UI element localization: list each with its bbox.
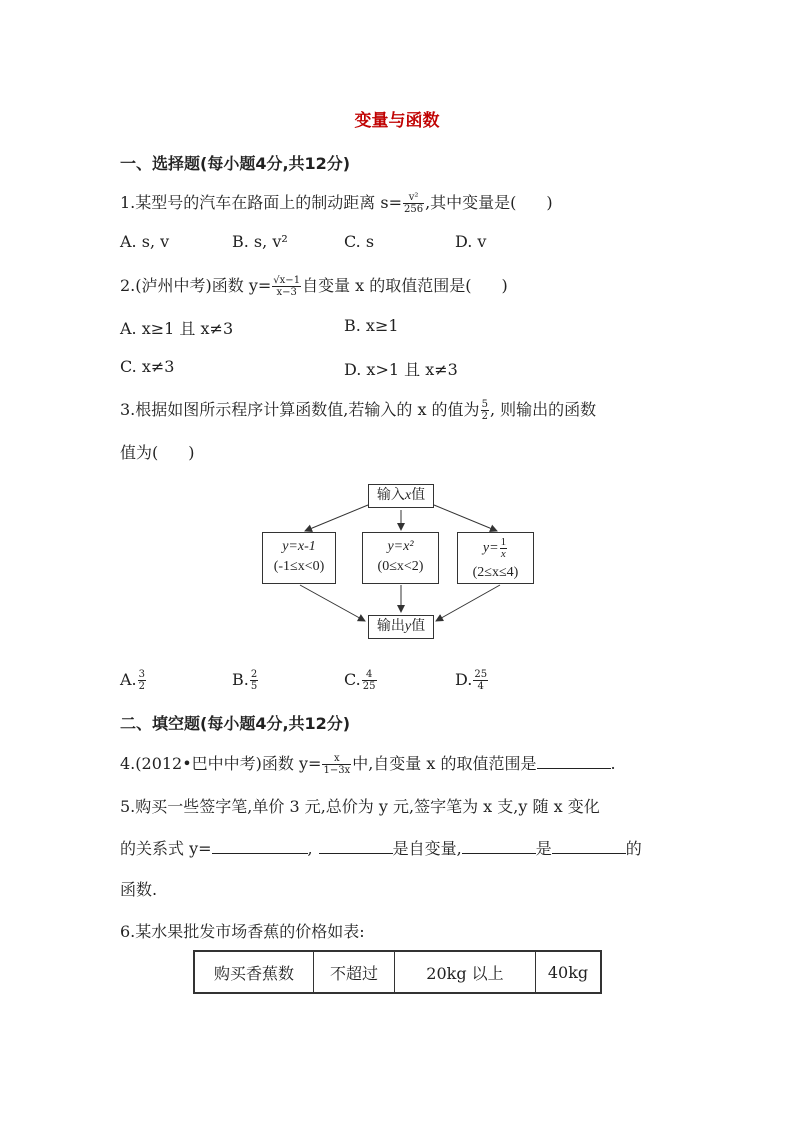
q2-frac-num: √x−1 [273, 275, 301, 286]
q1-option-b: B. s, v² [232, 232, 288, 251]
flow-right-domain: (2≤x≤4) [472, 565, 519, 580]
q4-suffix: 中,自变量 x 的取值范围是 [352, 754, 537, 773]
flow-input-box [368, 484, 434, 508]
flow-output-box [368, 615, 434, 639]
q2-option-d: D. x>1 且 x≠3 [344, 360, 458, 379]
q3-frac-den: 2 [481, 411, 488, 422]
q4-fraction: $\frac{x}{1-3x}$ [323, 753, 351, 776]
table-cell: 40kg [536, 951, 602, 993]
flow-middle-box [362, 532, 439, 584]
flow-right-box [457, 532, 534, 584]
q1-option-c: C. s [344, 232, 375, 251]
table-cell: 购买香蕉数 [194, 951, 314, 993]
q2-prefix: 2.(泸州中考)函数 y= [120, 276, 272, 295]
q3-suffix: , 则输出的函数 [489, 400, 597, 419]
flow-right-formula: y= $\frac{1}{x}$ [482, 536, 507, 560]
section-heading-choice: 一、选择题(每小题4分,共12分) [120, 154, 351, 173]
section-heading-fill: 二、填空题(每小题4分,共12分) [120, 714, 351, 733]
q5-blank-4[interactable] [552, 839, 626, 854]
flow-input-label-a: 输入 [376, 488, 405, 503]
q3-frac-num: 5 [481, 399, 488, 410]
flow-left-formula: y=x-1 [282, 539, 316, 554]
q1-frac-den: 256 [403, 204, 424, 215]
flow-input-var: x [404, 488, 412, 503]
q2-option-a: A. x≥1 且 x≠3 [120, 319, 234, 338]
flow-output-label-b: 值 [411, 619, 426, 634]
q3-line2: 值为( [120, 443, 159, 462]
question-5-line1: 5.购买一些签字笔,单价 3 元,总价为 y 元,签字笔为 x 支,y 随 x 变化 [120, 797, 600, 816]
q3-close: ) [188, 443, 195, 462]
q2-close: ) [501, 276, 508, 295]
banana-price-table [193, 950, 602, 994]
q1-close: ) [546, 193, 553, 212]
flow-middle-formula: y=x² [387, 539, 414, 554]
q2-option-c: C. x≠3 [120, 357, 175, 376]
table-cell: 20kg 以上 [395, 951, 536, 993]
question-5-line3: 函数. [120, 880, 158, 899]
flow-output-var: y [404, 619, 412, 634]
q5-blank-3[interactable] [462, 839, 536, 854]
q1-frac-num: v² [403, 192, 424, 204]
flow-right-num: 1 [500, 536, 507, 548]
q3-option-a: A. $\frac{3}{2}$ [120, 669, 146, 692]
flow-input-label-b: 值 [411, 488, 426, 503]
q1-option-d: D. v [455, 232, 487, 251]
question-6: 6.某水果批发市场香蕉的价格如表: [120, 922, 365, 941]
q4-blank[interactable] [537, 754, 611, 769]
q1-prefix: 1.某型号的汽车在路面上的制动距离 s= [120, 193, 402, 212]
q3-option-c: C. $\frac{4}{25}$ [344, 669, 376, 692]
flow-left-domain: (-1≤x<0) [273, 559, 325, 574]
question-4: 4.(2012•巴中中考)函数 y= $\frac{x}{1-3x}$ 中,自变量 x 的取值范围是 . [120, 753, 616, 776]
q4-prefix: 4.(2012•巴中中考)函数 y= [120, 754, 322, 773]
q5-blank-1[interactable] [212, 839, 308, 854]
question-5-line2: 的关系式 y= , 是自变量, 是 的 [120, 839, 642, 858]
q1-option-a: A. s, v [120, 232, 170, 251]
q2-suffix: 自变量 x 的取值范围是( [302, 276, 472, 295]
q3-option-d: D. $\frac{25}{4}$ [455, 669, 488, 692]
page-title: 变量与函数 [354, 111, 440, 131]
table-row [194, 951, 601, 993]
flow-left-box [262, 532, 336, 584]
flow-middle-domain: (0≤x<2) [377, 559, 424, 574]
q1-suffix: ,其中变量是( [425, 193, 517, 212]
q3-prefix: 3.根据如图所示程序计算函数值,若输入的 x 的值为 [120, 400, 480, 419]
q2-frac-den: x−3 [276, 287, 297, 298]
q2-option-b: B. x≥1 [344, 316, 399, 335]
flow-output-label-a: 输出 [376, 619, 405, 634]
table-cell: 不超过 [314, 951, 395, 993]
flow-right-den: x [500, 548, 506, 560]
q5-blank-2[interactable] [319, 839, 393, 854]
q3-option-b: B. $\frac{2}{5}$ [232, 669, 258, 692]
